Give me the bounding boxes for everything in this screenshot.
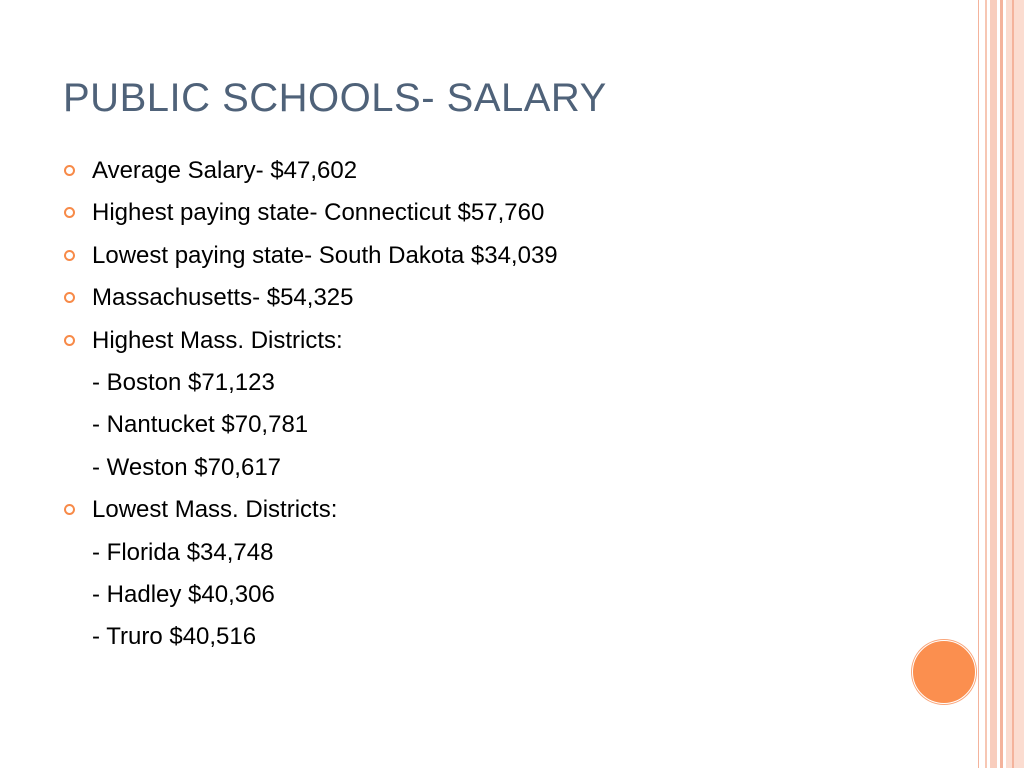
sub-list-item <box>62 532 942 574</box>
list-item-text: Lowest Mass. Districts: <box>92 496 338 524</box>
bullet-icon <box>64 292 75 303</box>
decorative-stripe <box>1006 0 1024 768</box>
list-item <box>62 150 942 192</box>
sub-list-item <box>62 574 942 616</box>
list-item-text: - Boston $71,123 <box>92 368 275 396</box>
bullet-icon <box>64 504 75 515</box>
list-item-text: Massachusetts- $54,325 <box>92 284 354 312</box>
list-item <box>62 277 942 319</box>
bullet-icon <box>64 335 75 346</box>
list-item <box>62 192 942 234</box>
sub-list-item <box>62 447 942 489</box>
bullet-icon <box>64 165 75 176</box>
bullet-icon <box>64 250 75 261</box>
list-item-text: Lowest paying state- South Dakota $34,039 <box>92 241 558 269</box>
list-item-text: - Hadley $40,306 <box>92 580 275 608</box>
bullet-list <box>62 150 942 659</box>
list-item-text: Highest Mass. Districts: <box>92 326 343 354</box>
sub-list-item <box>62 616 942 658</box>
decorative-stripe <box>1000 0 1003 768</box>
list-item-text: Highest paying state- Connecticut $57,760 <box>92 199 545 227</box>
list-item-text: - Weston $70,617 <box>92 453 282 481</box>
sub-list-item <box>62 362 942 404</box>
decorative-stripe <box>978 0 979 768</box>
slide-title: PUBLIC SCHOOLS- SALARY <box>63 76 607 120</box>
list-item <box>62 235 942 277</box>
decorative-stripe <box>985 0 987 768</box>
list-item <box>62 489 942 531</box>
bullet-icon <box>64 207 75 218</box>
sub-list-item <box>62 404 942 446</box>
list-item-text: Average Salary- $47,602 <box>92 157 358 184</box>
decorative-stripe <box>1012 0 1014 768</box>
list-item <box>62 320 942 362</box>
list-item-text: - Truro $40,516 <box>92 623 257 651</box>
decorative-stripe <box>990 0 997 768</box>
list-item-text: - Nantucket $70,781 <box>92 411 309 439</box>
list-item-text: - Florida $34,748 <box>92 538 274 566</box>
